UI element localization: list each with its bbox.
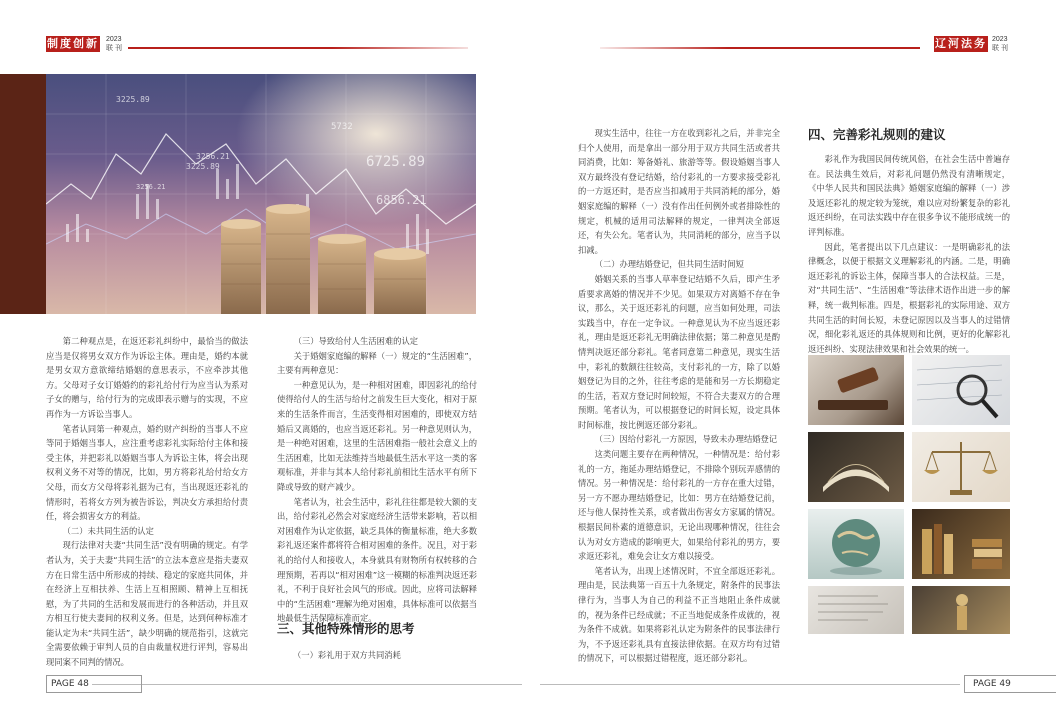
mid-subheading-2: （一）彩礼用于双方共同消耗	[293, 650, 401, 660]
third-paragraph-3: 这类问题主要存在两种情况，一种情况是：给付彩礼的一方，拖延办理结婚登记，不排除个别玩弄感情的情况。另一种情况是：给付彩礼的一方存在重大过错，另一方不愿办理结婚登记，比如：男方在结婚登记前，还与他人保持性关系，或者做出伤害女方家属的情况。根据民间朴素的道德意识，无论出现哪种情况，往往会认为对女方造成的影响更大，如果给付彩礼的男方，要求返还彩礼，难免会让女方难以接受。	[578, 449, 780, 562]
middle-column	[277, 334, 477, 626]
photo-gavel	[808, 355, 904, 425]
footer-rule-right	[540, 684, 960, 685]
page-number-left-label: PAGE 48	[51, 679, 89, 689]
third-paragraph-2: 婚姻关系的当事人草率登记结婚不久后，即产生矛盾要求离婚的情况并不少见。如果双方对离婚不存在争议，那么，关于返还彩礼的问题，应当如何处理，司法实践当中，存在一定争议。一种意见认为不应当返还彩礼，理由是返还彩礼无明确法律依据；第二种意见是酌情判决返还部分彩礼。笔者同意第二种意见，现实生活中，彩礼的数额往往较高，支付彩礼的一方，除了以婚姻登记为目的之外，往往考虑的是能和另一方长期稳定的生活，若双方登记时间较短，不符合夫妻双方的合理预期。笔者认为，可以根据登记的时间长短，设定具体时间标准，按比例返还部分彩礼。	[578, 273, 780, 430]
page-number-right	[964, 675, 1056, 693]
footer-rule-left	[92, 684, 522, 685]
photo-statue	[912, 586, 1010, 634]
third-subheading-2: （三）因给付彩礼一方原因，导致未办理结婚登记	[594, 434, 778, 445]
left-paragraph-2: 笔者认同第一种观点，婚约财产纠纷的当事人不应等同于婚姻当事人，应注重考虑彩礼实际给付主体和接受主体，并把彩礼以婚姻当事人为诉讼主体，将会出现权利义务不对等的情况，比如，男方将彩礼给付给女方父母，而女方父母将彩礼据为己有，当出现返还彩礼的情形时，若将女方列为被告诉讼，判决女方承担给付责任，将会损害女方的利益。	[46, 423, 248, 522]
hero-finance-image	[46, 74, 476, 314]
right-paragraph-2: 因此，笔者提出以下几点建议：一是明确彩礼的法律概念，以便于根据文义理解彩礼的内涵。二是，明确返还彩礼的诉讼主体，保障当事人的合法权益。三是，对“共同生活”、“生活困难”等法律术语作出进一步的解释，统一裁判标准。四是，根据彩礼的实际用途、双方共同生活的时间长短，未登记原因以及当事人的过错情况，细化彩礼返还的具体规则和比例，更好的化解彩礼返还纠纷、实现法律效果和社会效果的统一。	[808, 241, 1010, 354]
hero-number-6: 6856.21	[376, 193, 427, 207]
third-subheading-1: （二）办理结婚登记，但共同生活时间短	[594, 259, 744, 270]
third-paragraph-4: 笔者认为，出现上述情况时，不宜全部返还彩礼。理由是，民法典第一百五十九条规定，附条件的民事法律行为，当事人为自己的利益不正当地阻止条件成就的，视为条件已经成就；不正当地促成条件成就的，视为条件不成就。如果将彩礼认定为附条件的民事法律行为，不予返还彩礼具有直接法律依据。在双方均有过错的情况下，可以根据过错程度，返还部分彩礼。	[578, 565, 780, 664]
page-number-left	[46, 675, 142, 693]
hero-number-7: 3256.21	[136, 183, 166, 191]
photo-globe	[808, 509, 904, 579]
photo-magnifier	[912, 355, 1010, 425]
mid-paragraph-3: 笔者认为，社会生活中，彩礼往往都是较大额的支出，给付彩礼必然会对家庭经济生活带来影响，若以相对困难作为认定依据，缺乏具体的衡量标准，绝大多数彩礼返还案件都将符合相对困难的条件。况且，对于彩礼的给付人和接收人，本身就具有财物所有权转移的合理预期，若再以“相对困难”这一模糊的标准判决返还彩礼，不利于良好社会风气的形成。因此，应将司法解释中的“生活困难”理解为绝对困难，具体标准可以依据当地最低生活保障标准而定。	[277, 496, 477, 624]
header-year-left: 2023	[106, 36, 122, 43]
left-subheading: （二）未共同生活的认定	[62, 525, 154, 536]
header-year-right: 2023	[992, 36, 1008, 43]
section-heading-3: 三、其他特殊情形的思考	[277, 621, 415, 636]
third-paragraph-1: 现实生活中，往往一方在收到彩礼之后，并非完全归个人使用，而是拿出一部分用于双方共同生活或者共同消费，比如：筹备婚礼、旅游等等。假设婚姻当事人双方最终没有登记结婚，给付彩礼的一方要求接受彩礼的一方返还时，是否应当扣减用于共同消耗的部分，婚姻家庭编的解释（一）没有作出任何例外或者排除性的规定，机械的适用司法解释的规定，一律判决全部返还，有失公允。笔者认为，共同消耗的部分，应当予以扣减。	[578, 128, 780, 255]
mid-paragraph-2: 一种意见认为，是一种相对困难，即因彩礼的给付使得给付人的生活与给付之前发生巨大变化，相对于原来的生活条件而言，生活变得相对困难的，即使双方结婚后又离婚的，也应当返还彩礼。另一种意见则认为，是一种绝对困难，这里的生活困难指一般社会意义上的生活困难，比如无法维持当地最低生活水平这一类的客观标准，并非与其本人给付彩礼前相比生活水平有所下降或导致的财产减少。	[277, 379, 477, 492]
section-heading-4: 四、完善彩礼规则的建议	[808, 127, 946, 142]
third-column	[578, 126, 780, 666]
mid-subheading: （三）导致给付人生活困难的认定	[293, 336, 419, 346]
photo-documents	[808, 586, 904, 634]
hero-number-2: 6725.89	[366, 154, 426, 170]
left-paragraph-3: 现行法律对夫妻“共同生活”没有明确的规定。有学者认为，关于夫妻“共同生活”的立法本意应是指夫妻双方在日常生活中所形成的持续、稳定的家庭共同体，并在经济上互相扶养、生活上互相照顾、精神上互相抚慰，为了共同的生活和发展而进行的各种活动，并且双方相互行使夫妻间的权利义务。但是，达到何种标准才能认定为未“共同生活”，缺少明确的规范指引，这就完全需要依赖于审判人员的自由裁量权进行评判，容易出现同案不同判的情况。	[46, 540, 248, 668]
header-issue-right: 联 刊	[992, 45, 1008, 52]
side-band	[0, 74, 46, 314]
right-column	[808, 152, 1010, 356]
hero-number-4: 3256.21	[196, 152, 230, 161]
photo-book	[808, 432, 904, 502]
header-rule-left	[128, 47, 468, 49]
page-number-right-label: PAGE 49	[973, 679, 1011, 689]
photo-books-stack	[912, 509, 1010, 579]
right-paragraph-1: 彩礼作为我国民间传统风俗，在社会生活中普遍存在。民法典生效后，对彩礼问题仍然没有清晰规定，《中华人民共和国民法典》婚姻家庭编的解释（一）涉及返还彩礼的规定较为笼统，难以应对纷繁复杂的彩礼返还纠纷，在司法实践中存在很多争议不能形成统一的评判标准。	[808, 154, 1010, 237]
hero-number-3: 5732	[331, 122, 353, 132]
header-rule-right	[600, 47, 920, 49]
mid-paragraph-1: 关于婚姻家庭编的解释（一）规定的“生活困难”，主要有两种意见：	[277, 350, 477, 376]
section-tag-right: 辽河法务	[935, 37, 987, 50]
header-issue-left: 联 刊	[106, 45, 122, 52]
left-paragraph-1: 第二种观点是，在返还彩礼纠纷中，最恰当的做法应当是仅将男女双方作为诉讼主体。理由是，婚约本就是男女双方意欲缔结婚姻的意思表示，不应牵涉其他方。父母对子女订婚婚约的彩礼给付行为应当认为系对子女的赠与，给付行为的完成即表示赠与的实现，不应再作为一方诉讼当事人。	[46, 336, 248, 419]
left-column	[46, 334, 248, 670]
photo-scales	[912, 432, 1010, 502]
hero-number-1: 3225.89	[116, 95, 150, 104]
section-tag-left: 制度创新	[47, 37, 99, 50]
hero-number-5: 3225.89	[186, 162, 220, 171]
